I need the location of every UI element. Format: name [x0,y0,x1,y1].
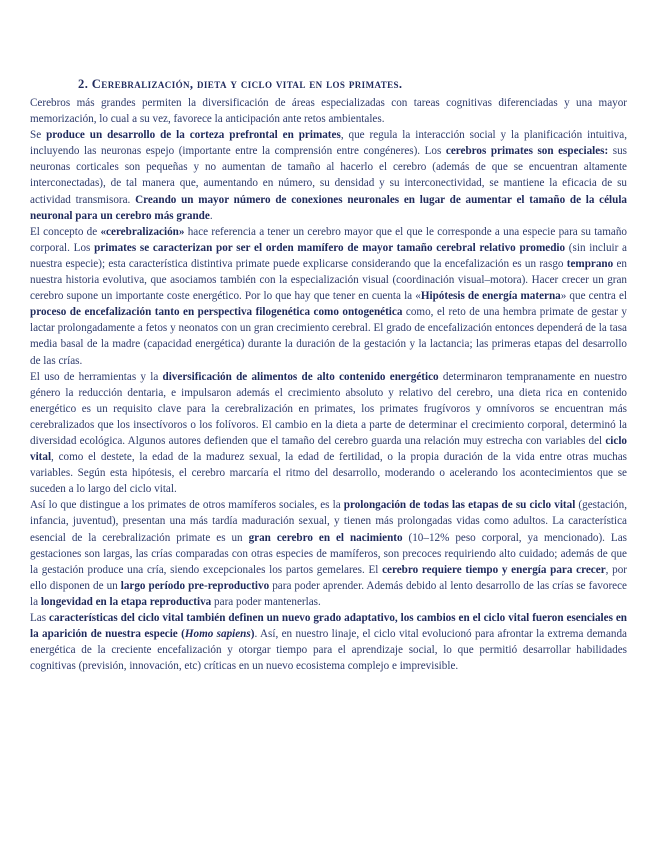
text-run: Se [30,129,47,142]
text-run: sus neuronas corticales son pequeñas y no aumentan de tamaño al hacerlo el cerebro (además de que se encuentran altamente interconectadas), de tal manera que, aumentando en número, su densidad y su interconectividad, se mantiene la eficacia de su actividad transmisora. [30,145,628,206]
bold-text: produce un desarrollo de la corteza prefrontal en primates [46,129,341,142]
text-run: , que regula la interacción social y la planificación intuitiva, incluyendo las neuronas espejo (importante entre la comprensión entre congéneres). Los [30,129,627,158]
text-run: , por ello disponen de un [30,563,627,592]
text-run: El uso de herramientas y la [30,370,163,383]
bold-text: diversificación de alimentos de alto contenido energético [162,370,439,383]
text-run: Así lo que distingue a los primates de otros mamíferos sociales, es la [30,499,344,512]
paragraph [30,127,627,224]
paragraph [30,224,627,369]
text-run: El concepto de [30,225,101,238]
text-run: Las [30,612,50,624]
paragraph [30,497,627,610]
bold-text [185,628,251,640]
text-run: . Así, en nuestro linaje, el ciclo vital evolucionó para afrontar la extrema demanda energética de la creciente encefalización y otorgar tiempo para el aprendizaje social, lo que permitió desarrollar habilidades cognitivas (previsión, innovación, etc) críticas en un nuevo ecosistema complejo e imprevisible. [30,628,627,673]
section-heading: 2. Cerebralización, dieta y ciclo vital en los primates. [78,77,403,91]
bold-text: Hipótesis de energía materna [420,290,561,303]
text-run: (10–12% peso corporal, ya mencionado). Las gestaciones son largas, las crías comparadas con otras especies de mamíferos, son precoces requiriendo alto cuidado; además de que la gestación produce una cría, siendo excepcionales los partos gemelares. El [30,531,627,576]
paragraph [30,369,627,498]
text-run: . [209,209,213,222]
text-run: (sin incluir a nuestra especie); esta característica distintiva primate puede explicarse considerando que la encefalización es un rasgo [30,241,628,270]
bold-text: Creando un mayor número de conexiones neuronales en lugar de aumentar el tamaño de la célula neuronal para un cerebro más grande [30,193,628,222]
bold-text: gran cerebro en el nacimiento [248,531,403,544]
bold-text: características del ciclo vital también definen un nuevo grado adaptativo, los cambios en el ciclo vital fueron esenciales en la aparición de nuestra especie ( [30,612,627,641]
text-run: » que centra el [560,290,628,303]
paragraph [30,610,627,674]
bold-text: ciclo vital [30,434,627,464]
text-run: determinaron tempranamente en nuestro género la reducción dentaria, e impulsaron además el crecimiento absoluto y relativo del cerebro, una dieta rica en contenido energético es un requisito clave para la cerebralización en primates, los primates frugívoros y omnívoros se encuentran más cerebralizados que los insectívoros o los folívoros. El cambio en la dieta a parte de determinar el crecimiento corporal, determinó la diversidad ecológica. Algunos autores defienden que el tamaño del cerebro guarda una relación muy estrecha con variables del [30,370,627,447]
bold-text: «cerebralización» [100,225,185,238]
bold-text: temprano [566,257,614,270]
bold-text: primates se caracterizan por ser el orden mamífero de mayor tamaño cerebral relativo promedio [94,241,566,254]
document-body [30,95,627,674]
text-run: para poder aprender. Además debido al lento desarrollo de las crías se favorece la [30,579,627,608]
bold-text: prolongación de todas las etapas de su ciclo vital [343,499,576,512]
bold-text: ) [250,628,255,641]
text-run: como, el reto de una hembra primate de gestar y lactar prolongadamente a fetos y neonatos con un gran crecimiento cerebral. El grado de encefalización entonces dependerá de la tasa media basal de la madre (capacidad energética) durante la duración de la gestación y la lactancia; las primeras etapas del desarrollo de las crías. [30,306,627,367]
paragraph [30,95,627,127]
document-page [30,76,627,674]
bold-text: proceso de encefalización tanto en perspectiva filogenética como ontogenética [30,306,403,319]
bold-text: longevidad en la etapa reproductiva [40,595,212,608]
text-run: (gestación, infancia, juventud), presentan una más tardía maduración sexual, y tienen más prolongadas vidas como adultos. La característica esencial de la cerebralización primate es un [30,499,627,544]
text-run: Cerebros más grandes permiten la diversificación de áreas especializadas con tareas cognitivas diferenciadas y una mayor memorización, lo cual a su vez, favorece la anticipación ante retos ambientales. [30,97,627,126]
text-run: , como el destete, la edad de la madurez sexual, la edad de fertilidad, o la propia duración de la vida entre otras muchas variables. Según esta hipótesis, el cerebro marcaría el ritmo del desarrollo, moderando o acelerando los acontecimientos que se suceden a lo largo del ciclo vital. [30,451,627,496]
bold-text: cerebro requiere tiempo y energía para crecer [382,563,606,576]
bold-text: largo período pre-reproductivo [120,579,270,592]
bold-text: cerebros primates son especiales: [445,145,609,158]
text-run: para poder mantenerlas. [211,595,321,608]
italic-text: Homo sapiens [184,628,251,641]
text-run: hace referencia a tener un cerebro mayor que el que le corresponde a una especie para su tamaño corporal. Los [30,225,628,254]
text-run: en nuestra historia evolutiva, que asociamos también con la especialización visual (coordinación visual–motora). Hacer crecer un gran cerebro supone un importante coste energético. Por lo que hay que tener en cuenta la « [30,257,627,303]
